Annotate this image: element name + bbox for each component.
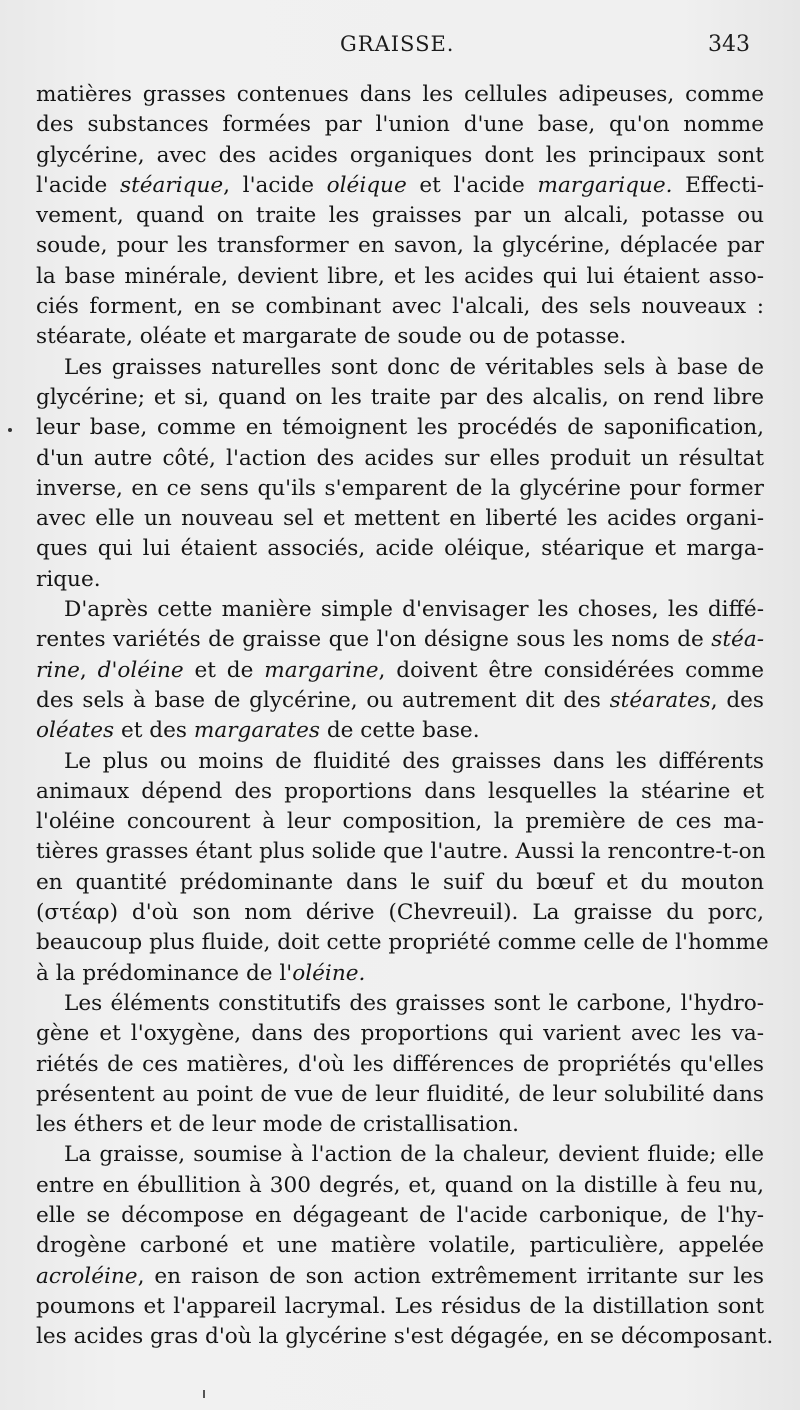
text-line: glycérine; et si, quand on les traite par des alcalis, on rend libre bbox=[36, 384, 764, 410]
text-line: glycérine, avec des acides organiques dont les principaux sont bbox=[36, 142, 764, 168]
text-line: gène et l'oxygène, dans des proportions qui varient avec les va- bbox=[36, 1021, 764, 1047]
text-line: rique. bbox=[36, 566, 101, 592]
text-line: La graisse, soumise à l'action de la chaleur, devient fluide; elle bbox=[64, 1142, 764, 1168]
text-line: vement, quand on traite les graisses par un alcali, potasse ou bbox=[36, 203, 764, 229]
text-line: ques qui lui étaient associés, acide oléique, stéarique et marga- bbox=[36, 536, 764, 562]
text-line: rentes variétés de graisse que l'on désigne sous les noms de stéa- bbox=[36, 627, 764, 653]
text-line: soude, pour les transformer en savon, la glycérine, déplacée par bbox=[36, 233, 764, 259]
text-line: l'oléine concourent à leur composition, la première de ces ma- bbox=[36, 809, 764, 835]
text-line: Les éléments constitutifs des graisses sont le carbone, l'hydro- bbox=[64, 990, 764, 1016]
text-line: les acides gras d'où la glycérine s'est dégagée, en se décomposant. bbox=[36, 1324, 774, 1350]
text-line: stéarate, oléate et margarate de soude ou de potasse. bbox=[36, 324, 627, 350]
page-number: 343 bbox=[708, 32, 750, 57]
text-line: des substances formées par l'union d'une base, qu'on nomme bbox=[36, 112, 764, 138]
italic-term: margarique. bbox=[537, 172, 673, 198]
italic-term: d'oléine bbox=[97, 657, 184, 683]
body-text bbox=[36, 80, 774, 1352]
italic-term: oléates bbox=[36, 718, 115, 744]
text-line: rine, d'oléine et de margarine, doivent être considérées comme bbox=[36, 657, 764, 683]
text-line: drogène carboné et une matière volatile, particulière, appelée bbox=[36, 1233, 764, 1259]
text-line: riétés de ces matières, d'où les différences de propriétés qu'elles bbox=[36, 1051, 764, 1077]
text-line: les éthers et de leur mode de cristallisation. bbox=[36, 1112, 520, 1138]
text-line: avec elle un nouveau sel et mettent en liberté les acides organi- bbox=[36, 506, 764, 532]
text-line: animaux dépend des proportions dans lesquelles la stéarine et bbox=[36, 778, 764, 804]
running-head: GRAISSE. bbox=[340, 32, 455, 56]
ink-mark bbox=[203, 1390, 205, 1398]
italic-term: stéarates bbox=[609, 687, 711, 713]
text-line: (στέαρ) d'où son nom dérive (Chevreuil). La graisse du porc, bbox=[36, 900, 764, 926]
text-line: Le plus ou moins de fluidité des graisses dans les différents bbox=[64, 748, 764, 774]
italic-term: margarates bbox=[193, 718, 320, 744]
text-line: acroléine, en raison de son action extrêmement irritante sur les bbox=[36, 1263, 764, 1289]
text-line: ciés forment, en se combinant avec l'alcali, des sels nouveaux : bbox=[36, 294, 764, 320]
text-line: Les graisses naturelles sont donc de véritables sels à base de bbox=[64, 354, 764, 380]
text-line: en quantité prédominante dans le suif du bœuf et du mouton bbox=[36, 869, 764, 895]
text-line: entre en ébullition à 300 degrés, et, quand on la distille à feu nu, bbox=[36, 1172, 764, 1198]
text-line: matières grasses contenues dans les cellules adipeuses, comme bbox=[36, 82, 764, 107]
text-line: elle se décompose en dégageant de l'acide carbonique, de l'hy- bbox=[36, 1202, 764, 1228]
text-line: oléates et des margarates de cette base. bbox=[36, 718, 480, 744]
text-line: d'un autre côté, l'action des acides sur elles produit un résultat bbox=[36, 445, 764, 471]
italic-term: rine bbox=[36, 657, 80, 683]
text-line: l'acide stéarique, l'acide oléique et l'acide margarique. Effecti- bbox=[36, 172, 764, 198]
italic-term: margarine bbox=[264, 657, 379, 683]
text-line: tières grasses étant plus solide que l'autre. Aussi la rencontre-t-on bbox=[36, 839, 766, 865]
ink-speck bbox=[8, 428, 12, 432]
text-line: présentent au point de vue de leur fluidité, de leur solubilité dans bbox=[36, 1081, 764, 1107]
italic-term: oléine. bbox=[292, 960, 366, 986]
text-line: à la prédominance de l'oléine. bbox=[36, 960, 366, 986]
page-header bbox=[0, 30, 800, 62]
italic-term: stéa- bbox=[711, 627, 764, 653]
text-line: la base minérale, devient libre, et les acides qui lui étaient asso- bbox=[36, 263, 764, 289]
text-line: beaucoup plus fluide, doit cette propriété comme celle de l'homme bbox=[36, 930, 769, 956]
text-line: des sels à base de glycérine, ou autrement dit des stéarates, des bbox=[36, 687, 765, 713]
text-line: poumons et l'appareil lacrymal. Les résidus de la distillation sont bbox=[36, 1293, 764, 1319]
italic-term: oléique bbox=[326, 172, 407, 198]
text-line: inverse, en ce sens qu'ils s'emparent de la glycérine pour former bbox=[36, 475, 764, 501]
text-line: D'après cette manière simple d'envisager les choses, les diffé- bbox=[64, 597, 764, 623]
italic-term: stéarique bbox=[119, 172, 224, 198]
italic-term: acroléine bbox=[36, 1263, 138, 1289]
text-line: leur base, comme en témoignent les procédés de saponification, bbox=[36, 415, 764, 441]
